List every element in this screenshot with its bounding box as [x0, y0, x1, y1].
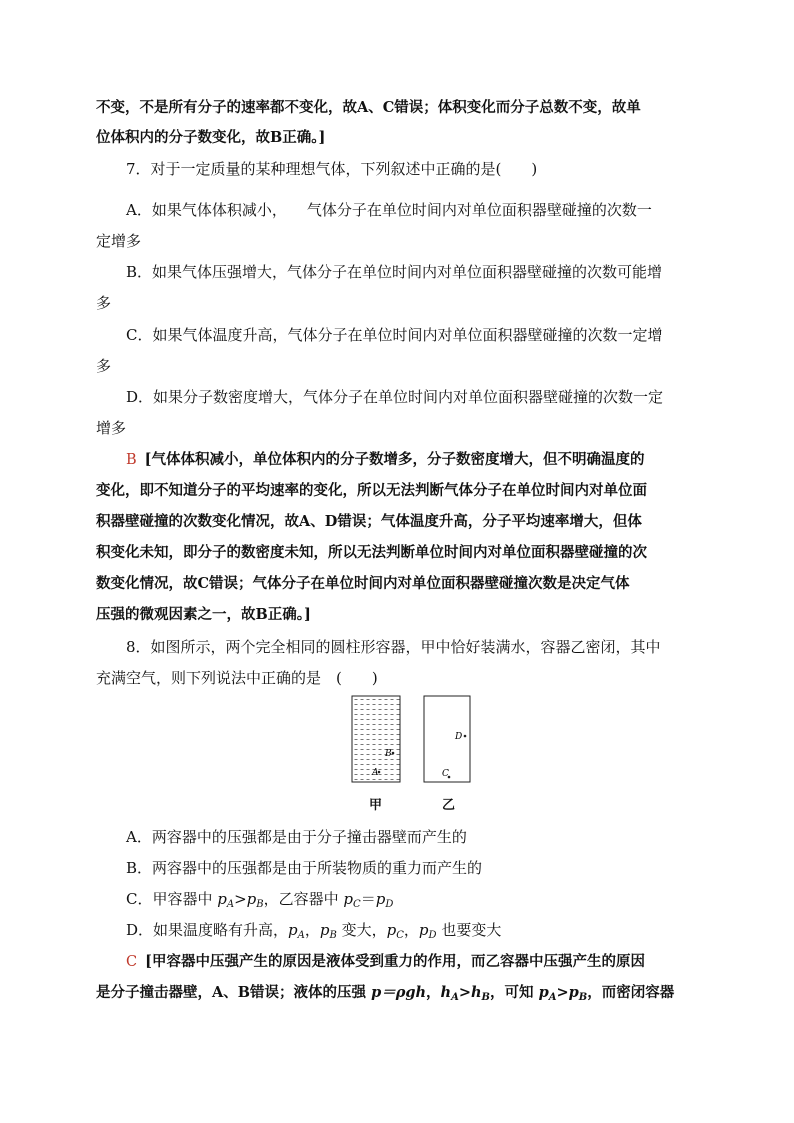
q8-option-b: B．两容器中的压强都是由于所装物质的重力而产生的: [126, 859, 483, 877]
var-p: p: [386, 921, 397, 939]
point-c-label: C: [442, 769, 449, 779]
point-a-label: A: [372, 768, 379, 778]
q8-explanation-line-1: [126, 952, 645, 972]
figure-label-jia: 甲: [369, 798, 383, 813]
var-p: p: [343, 890, 354, 908]
q8-figure: [348, 692, 478, 812]
q7-option-a-part-1: A．如果气体体积减小，: [126, 201, 287, 219]
point-d-label: D: [455, 732, 463, 742]
q8-option-d: [126, 920, 501, 946]
q7-option-c-line-1: C．如果气体温度升高，气体分子在单位时间内对单位面积器壁碰撞的次数一定增: [126, 326, 663, 344]
q8-stem-line-2: 充满空气，则下列说法中正确的是 ( ): [96, 669, 378, 687]
q8-explanation-line-2: [96, 983, 674, 1008]
q7-option-b-line-1: B．如果气体压强增大，气体分子在单位时间内对单位面积器壁碰撞的次数可能增: [126, 263, 663, 281]
sub-a: A: [226, 899, 235, 910]
var-p: p: [246, 890, 257, 908]
q8-answer-key: C: [126, 954, 138, 970]
var-h: h: [440, 984, 452, 1001]
var-h: h: [471, 984, 482, 1001]
q8-exp2-text-d: ，而密闭容器: [587, 984, 675, 1001]
sub-d: D: [428, 930, 437, 941]
sub-b: B: [329, 930, 337, 941]
q8-option-c-text-1: C．甲容器中: [126, 890, 218, 908]
sub-c: C: [353, 899, 361, 910]
q8-exp2-text-a: 是分子撞击器壁，A、B错误；液体的压强: [96, 984, 372, 1001]
q7-explanation-line-3: 积器壁碰撞的次数变化情况，故A、D错误；气体温度升高，分子平均速率增大，但体: [96, 513, 642, 530]
sub-d: D: [385, 899, 394, 910]
sub-a: A: [548, 992, 557, 1003]
sub-b: B: [481, 992, 490, 1003]
var-p: p: [418, 921, 429, 939]
q7-option-a-line-2: 定增多: [96, 232, 142, 250]
q8-option-d-text-2: 变大，: [336, 921, 387, 939]
q7-answer-key: B: [126, 452, 137, 468]
q7-explanation-line-6: 压强的微观因素之一，故B正确。]: [96, 606, 311, 623]
sub-b: B: [256, 899, 264, 910]
sub-a: A: [297, 930, 305, 941]
q8-option-d-text-1: D．如果温度略有升高，: [126, 921, 289, 939]
var-p: p: [288, 921, 298, 939]
q7-explanation-text-1: [气体体积减小，单位体积内的分子数增多，分子数密度增大，但不明确温度的: [144, 451, 645, 468]
q8-option-a: A．两容器中的压强都是由于分子撞击器壁而产生的: [126, 828, 467, 846]
pressure-formula: p＝ρgh: [371, 984, 427, 1001]
q7-stem: 7．对于一定质量的某种理想气体，下列叙述中正确的是( ): [126, 160, 538, 178]
point-b-dot: [392, 752, 395, 755]
point-d-dot: [464, 735, 467, 738]
q7-option-d-line-2: 增多: [96, 419, 127, 437]
containers-diagram: [348, 692, 478, 812]
prev-explanation-line-2: 位体积内的分子数变化，故B正确。]: [96, 129, 326, 146]
q7-explanation-line-5: 数变化情况，故C错误；气体分子在单位时间内对单位面积器壁碰撞次数是决定气体: [96, 575, 630, 592]
var-p: p: [217, 890, 227, 908]
q7-option-a-line-1: [126, 200, 652, 220]
prev-explanation-line-1: 不变，不是所有分子的速率都不变化，故A、C错误；体积变化而分子总数不变，故单: [96, 99, 641, 116]
comma: ，: [304, 921, 320, 939]
q8-explanation-text-1: [甲容器中压强产生的原因是液体受到重力的作用，而乙容器中压强产生的原因: [145, 953, 645, 970]
q7-explanation-line-1: [126, 450, 645, 470]
q7-explanation-line-2: 变化，即不知道分子的平均速率的变化，所以无法判断气体分子在单位时间内对单位面: [96, 482, 647, 499]
q7-option-d-line-1: D．如果分子数密度增大，气体分子在单位时间内对单位面积器壁碰撞的次数一定: [126, 388, 664, 406]
q8-exp2-text-b: ，: [426, 984, 441, 1001]
var-p: p: [319, 921, 330, 939]
sub-a: A: [451, 992, 459, 1003]
var-p: p: [568, 984, 579, 1001]
gt-sign: >: [234, 890, 247, 908]
q8-exp2-text-c: ，可知: [490, 984, 539, 1001]
q7-option-a-part-2: 气体分子在单位时间内对单位面积器壁碰撞的次数一: [306, 201, 652, 219]
q8-stem-line-1: 8．如图所示，两个完全相同的圆柱形容器，甲中恰好装满水，容器乙密闭，其中: [126, 638, 661, 656]
q8-option-c: [126, 889, 393, 915]
gt-sign: >: [556, 984, 569, 1001]
q7-explanation-line-4: 积变化未知，即分子的数密度未知，所以无法判断单位时间内对单位面积器壁碰撞的次: [96, 544, 647, 561]
sub-b: B: [578, 992, 588, 1003]
sub-c: C: [396, 930, 404, 941]
point-b-label: B: [385, 749, 392, 759]
var-p: p: [375, 890, 386, 908]
eq-sign: ＝: [360, 890, 376, 908]
q7-option-b-line-2: 多: [96, 294, 112, 312]
comma: ，: [403, 921, 419, 939]
q8-option-c-text-2: ，乙容器中: [263, 890, 344, 908]
var-p: p: [538, 984, 549, 1001]
q7-option-c-line-2: 多: [96, 357, 112, 375]
gt-sign: >: [458, 984, 471, 1001]
q8-option-d-text-3: 也要变大: [436, 921, 502, 939]
figure-label-yi: 乙: [442, 798, 456, 813]
